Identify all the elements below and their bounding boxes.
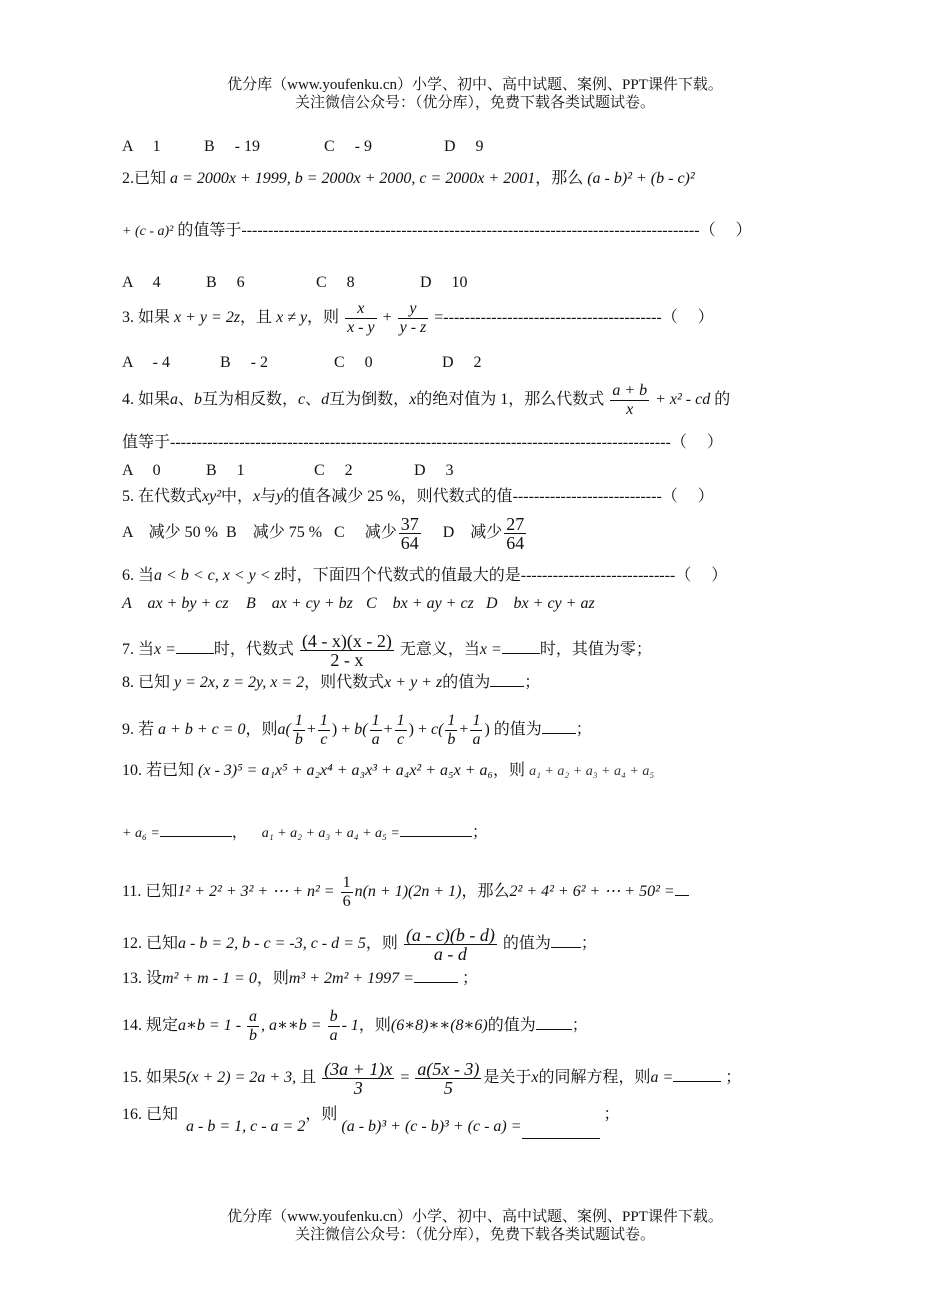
q13-expr: m³ + 2m² + 1997 = (288, 970, 414, 987)
q16-t1: ，则 (305, 1106, 338, 1123)
q14-t2: 的值为 (487, 1017, 536, 1035)
q11-line (122, 874, 689, 911)
q4-t4: 的 (714, 391, 731, 409)
q7-f-den: 2 - x (330, 650, 364, 670)
q15-t3: ； (725, 1069, 742, 1087)
q11-t1: ，那么 (461, 883, 510, 901)
q3-option-a: A - 4 (122, 354, 171, 371)
q3-tail: =-----------------------------------------（ ） (434, 309, 714, 327)
q9-frac-3b (445, 712, 457, 749)
q6-option-c: C bx + ay + cz (366, 595, 474, 612)
q10-line-1 (122, 760, 654, 783)
q10-blank-2[interactable] (400, 836, 472, 837)
q15-f2-num: a(5x - 3) (417, 1059, 480, 1079)
q9-den-b: b (294, 731, 303, 748)
q11-fraction (341, 874, 353, 911)
q9-frac-3a (470, 712, 482, 749)
q11-expr: 2² + 4² + 6² + ⋯ + 50² = (509, 883, 675, 901)
q6-option-b: B ax + cy + bz (246, 595, 353, 612)
q4-t3: 的绝对值为 1，那么代数式 (416, 391, 605, 409)
q7-x: x = (154, 641, 176, 659)
q3-f1-num: x (345, 300, 377, 319)
q2-option-b: B 6 (206, 274, 245, 291)
q2-line-2 (122, 220, 752, 243)
q15-fraction-1 (322, 1060, 394, 1097)
q15-text: 15. 如果 (122, 1069, 179, 1087)
q15-eq1: 5(x + 2) = 2a + 3, (178, 1069, 297, 1087)
q7-t2: 无意义，当 (399, 641, 480, 659)
q14-fraction-1 (247, 1008, 259, 1045)
q4-option-a: A 0 (122, 462, 161, 479)
q3-option-b: B - 2 (220, 354, 269, 371)
header-line-1: 优分库（www.youfenku.cn）小学、初中、高中试题、案例、PPT课件下载。 (227, 77, 723, 93)
q4-line-2: 值等于----------------------------------------------------------------------------------------------（ ） (122, 434, 723, 451)
q13-t1: ，则 (256, 970, 289, 987)
q11-rhs: n(n + 1)(2n + 1) (354, 883, 462, 901)
q7-text: 7. 当 (122, 641, 155, 659)
q14-t3: ； (571, 1017, 588, 1035)
q9-blank[interactable] (542, 733, 576, 734)
q5-options (122, 515, 528, 552)
q7-x2: x = (479, 641, 502, 659)
q12-f-den: a - d (433, 944, 467, 964)
q10-text: 10. 若已知 (122, 762, 195, 779)
q11-f-num: 1 (342, 874, 351, 891)
q9-frac-2a (370, 712, 382, 749)
q14-f2-num: b (329, 1008, 338, 1025)
q9-frac-2c (395, 712, 407, 749)
q16-t2: ； (603, 1106, 620, 1123)
q15-fraction-2 (415, 1060, 481, 1097)
q9-one: 1 (447, 712, 456, 729)
q3-line (122, 300, 714, 337)
q7-t3: 时，其值为零； (539, 641, 652, 659)
q6-tail: 时，下面四个代数式的值最大的是-----------------------------（ ） (280, 567, 728, 584)
q7-f-num: (4 - x)(x - 2) (301, 631, 392, 651)
q9-t1: ，则 (245, 721, 278, 739)
q3-fraction-1 (345, 300, 377, 337)
q9-frac-1b (293, 712, 305, 749)
q7-blank-2[interactable] (502, 653, 540, 654)
q15-and: 且 (300, 1069, 317, 1087)
q3-fraction-2 (398, 300, 429, 337)
q13-cond: m² + m - 1 = 0 (162, 970, 257, 987)
q9-a: a( (277, 721, 291, 739)
q14-fraction-2 (328, 1008, 340, 1045)
q10-t2: ， (231, 824, 248, 841)
q5-line (122, 486, 714, 508)
q6-options (122, 593, 595, 615)
q13-text: 13. 设 (122, 970, 163, 987)
q7-line (122, 632, 652, 669)
q2-line-1 (122, 168, 695, 190)
q16-line-1 (122, 1104, 178, 1126)
q2-given: a = 2000x + 1999, b = 2000x + 2000, c = 2000x + 2001 (170, 170, 536, 187)
q12-t2: 的值为 (502, 935, 551, 953)
q10-sum1b: + a₆ = (122, 826, 160, 841)
q5-t2: 的值各减少 25 %，则代数式的值----------------------------（ ） (283, 488, 714, 505)
q2-then: ，那么 (535, 170, 584, 187)
q3-plus: + (382, 309, 392, 327)
q4-t1: 互为相反数， (202, 391, 299, 409)
q16-cond-line (186, 1104, 620, 1135)
q9-text: 9. 若 (122, 721, 155, 739)
q1-option-d: D 9 (444, 138, 484, 155)
q15-blank[interactable] (673, 1081, 721, 1082)
q15-t1: 是关于 (483, 1069, 532, 1087)
q4-fraction (610, 382, 649, 419)
q9-den-a2: a (472, 731, 481, 748)
q5-option-b: B 减少 75 % (226, 524, 323, 542)
q10-t3: ； (471, 824, 488, 841)
q2-option-d: D 10 (420, 274, 468, 291)
q12-blank[interactable] (551, 947, 581, 948)
q9-c: c( (430, 721, 444, 739)
q6-option-a: A ax + by + cz (122, 595, 229, 612)
q4-options (122, 460, 454, 482)
q4-option-b: B 1 (206, 462, 245, 479)
q1-options (122, 136, 484, 158)
q4-f-den: x (626, 401, 634, 418)
q7-t1: 时，代数式 (213, 641, 294, 659)
q3-option-c: C 0 (334, 354, 373, 371)
q11-f-den: 6 (342, 893, 351, 910)
q7-fraction (300, 632, 394, 669)
q14-expr: (6∗8)∗∗(8∗6) (390, 1017, 488, 1035)
footer-line-2: 关注微信公众号：（优分库），免费下载各类试题试卷。 (294, 1227, 655, 1243)
q2-option-a: A 4 (122, 274, 161, 291)
q14-text: 14. 规定 (122, 1017, 179, 1035)
q4-sep-2: 、 (305, 391, 322, 409)
q16-expr: (a - b)³ + (c - b)³ + (c - a) = (341, 1118, 522, 1135)
q14-f1-num: a (249, 1008, 258, 1025)
q4-d: d (321, 391, 330, 409)
q8-t3: ； (524, 674, 541, 691)
q3-text2: ，且 (240, 309, 273, 327)
q15-a: a = (650, 1069, 674, 1087)
q4-b: b (194, 391, 203, 409)
q4-sep: 、 (178, 391, 195, 409)
q4-text: 4. 如果 (122, 391, 171, 409)
q2-prefix: 2.已知 (122, 170, 167, 187)
q11-blank[interactable] (675, 895, 689, 896)
q14-f1-den: b (249, 1027, 258, 1044)
q9-frac-1c (318, 712, 330, 749)
q3-text1: 3. 如果 (122, 309, 171, 327)
q12-t3: ； (580, 935, 597, 953)
q5-d-num: 27 (506, 514, 525, 534)
q15-line (122, 1060, 741, 1097)
q13-line (122, 968, 478, 990)
q9-t2: 的值为 (493, 721, 542, 739)
q12-text: 12. 已知 (122, 935, 179, 953)
q1-option-b: B - 19 (204, 138, 261, 155)
q14-blank[interactable] (536, 1029, 572, 1030)
q14-f2-den: a (329, 1027, 338, 1044)
q9-den-b2: b (447, 731, 456, 748)
q6-line (122, 565, 727, 587)
q10-sum1: a₁ + a₂ + a₃ + a₄ + a₅ (529, 764, 655, 779)
q11-text: 11. 已知 (122, 883, 178, 901)
q5-x: x (253, 488, 261, 505)
q6-option-d: D bx + cy + az (486, 595, 595, 612)
q10-eq: (x - 3)⁵ = a₁x⁵ + a₂x⁴ + a₃x³ + a₄x² + a₅x + a₆ (198, 762, 494, 779)
q8-t2: 的值为 (442, 674, 491, 691)
q1-option-c: C - 9 (324, 138, 373, 155)
q5-option-d-fraction (504, 515, 526, 552)
q12-line (122, 926, 597, 963)
q9-den-c2: c (397, 731, 405, 748)
q8-text: 8. 已知 (122, 674, 171, 691)
q10-line-2 (122, 822, 488, 845)
q4-t2: 互为倒数， (329, 391, 410, 409)
q6-text: 6. 当 (122, 567, 155, 584)
q12-fraction (404, 926, 497, 963)
q13-t2: ； (461, 970, 478, 987)
q2-tail: 的值等于--------------------------------------------------------------------------------------（ ） (177, 222, 752, 239)
q5-text: 5. 在代数式 (122, 488, 203, 505)
q12-t1: ，则 (365, 935, 398, 953)
q9-line: 9. 若 a + b + c = 0，则a( $\frac{1}{b}$ + $\frac{1}{c}$ ) + b( $\frac{1}{a}$ + $\frac{1}{c}$ ) + c( $\frac{1}{b}$ + $\frac{1}{a}$ ) 的值为 ； (122, 712, 592, 748)
q9-one: 1 (371, 712, 380, 729)
q2-options (122, 272, 468, 294)
q3-f2-den: y - z (399, 319, 427, 336)
q15-f1-den: 3 (353, 1078, 363, 1098)
footer-line-1: 优分库（www.youfenku.cn）小学、初中、高中试题、案例、PPT课件下载。 (227, 1209, 723, 1225)
q16-text: 16. 已知 (122, 1106, 179, 1123)
q9-b: b( (354, 721, 368, 739)
q10-sum2: a₁ + a₂ + a₃ + a₄ + a₅ = (261, 826, 400, 841)
q9-den-c: c (320, 731, 328, 748)
q2-option-c: C 8 (316, 274, 355, 291)
q12-cond: a - b = 2, b - c = -3, c - d = 5 (178, 935, 366, 953)
q8-cond: y = 2x, z = 2y, x = 2 (174, 674, 305, 691)
q16-blank[interactable] (522, 1116, 600, 1139)
q5-and: 与 (260, 488, 277, 505)
q4-option-d: D 3 (414, 462, 454, 479)
q9-one: 1 (472, 712, 481, 729)
q12-f-num: (a - c)(b - d) (405, 925, 495, 945)
q14-def2: , a∗∗b = (261, 1017, 322, 1035)
q5-expr: xy² (202, 488, 222, 505)
q3-options (122, 352, 482, 374)
q6-cond: a < b < c, x < y < z (154, 567, 281, 584)
q8-line (122, 672, 540, 694)
q5-d-den: 64 (506, 533, 525, 553)
q15-eq: = (400, 1069, 410, 1087)
q5-c-den: 64 (400, 533, 419, 553)
q5-option-a: A 减少 50 % (122, 524, 219, 542)
q14-line (122, 1008, 588, 1045)
q4-x: x (409, 391, 417, 409)
q4-expr: + x² - cd (655, 391, 711, 409)
q5-option-c-fraction (399, 515, 421, 552)
q9-one: 1 (294, 712, 303, 729)
q8-expr: x + y + z (384, 674, 443, 691)
q9-den-a: a (371, 731, 380, 748)
q3-f2-num: y (398, 300, 429, 319)
q7-blank-1[interactable] (176, 653, 214, 654)
header-line-2: 关注微信公众号：（优分库），免费下载各类试题试卷。 (294, 95, 655, 111)
q1-option-a: A 1 (122, 138, 161, 155)
q4-option-c: C 2 (314, 462, 353, 479)
q14-def1: a∗b = 1 - (178, 1017, 242, 1035)
q15-f1-num: (3a + 1)x (324, 1059, 393, 1079)
q9-one: 1 (319, 712, 328, 729)
q5-y: y (276, 488, 284, 505)
q9-cond: a + b + c = 0 (158, 721, 246, 739)
q3-cond2: x ≠ y (276, 309, 308, 327)
q4-f-num: a + b (612, 382, 648, 399)
q3-cond: x + y = 2z (174, 309, 241, 327)
q14-def3: - 1 (341, 1017, 359, 1035)
q9-one: 1 (396, 712, 405, 729)
q5-c-num: 37 (400, 514, 419, 534)
q13-blank[interactable] (414, 982, 458, 983)
q11-lhs: 1² + 2² + 3² + ⋯ + n² = (177, 883, 335, 901)
q15-f2-den: 5 (443, 1078, 453, 1098)
q4-line-1 (122, 382, 730, 419)
q4-a: a (170, 391, 179, 409)
q5-option-d: D 减少 (442, 524, 503, 542)
q8-blank[interactable] (490, 686, 524, 687)
q5-t1: 中， (221, 488, 254, 505)
q10-t1: ，则 (493, 762, 526, 779)
q15-x: x (531, 1069, 539, 1087)
q3-option-d: D 2 (442, 354, 482, 371)
q14-t1: ，则 (358, 1017, 391, 1035)
q2-expr1: (a - b)² + (b - c)² (587, 170, 695, 187)
q15-t2: 的同解方程，则 (538, 1069, 651, 1087)
q8-t1: ，则代数式 (304, 674, 385, 691)
q2-expr2: + (c - a)² (122, 224, 174, 239)
q3-f1-den: x - y (347, 319, 375, 336)
q9-t3: ； (575, 721, 592, 739)
q10-blank-1[interactable] (160, 836, 232, 837)
q5-option-c: C 减少 (334, 524, 397, 542)
q4-c: c (298, 391, 306, 409)
q3-text3: ，则 (307, 309, 340, 327)
q16-cond: a - b = 1, c - a = 2 (186, 1118, 306, 1135)
